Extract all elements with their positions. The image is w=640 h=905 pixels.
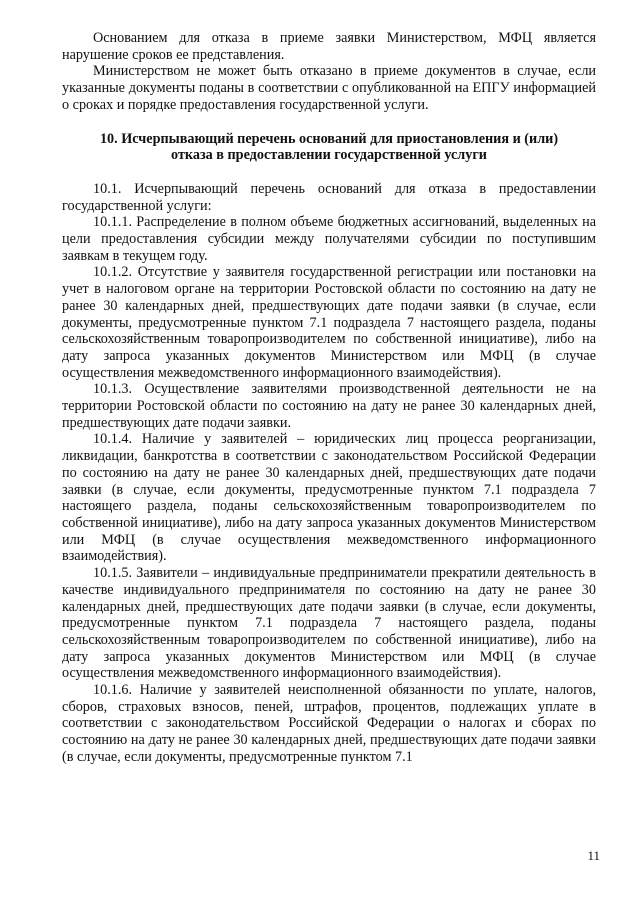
- paragraph-10-1-4: 10.1.4. Наличие у заявителей – юридических лиц процесса реорганизации, ликвидации, банкротства в соответствии с законодательством Российской Федерации по состоянию на дату не ранее 30 календарных дней, предшествующих дате подачи заявки (в случае, если документы, предусмотренные пунктом 7.1 подраздела 7 настоящего раздела, поданы сельскохозяйственным товаропроизводителем по собственной инициативе), либо на дату запроса указанных документов Министерством или МФЦ (в случае осуществления межведомственного информационного взаимодействия).: [62, 431, 596, 565]
- paragraph-10-1-2: 10.1.2. Отсутствие у заявителя государственной регистрации или постановки на учет в налоговом органе на территории Ростовской области по состоянию на дату не ранее 30 календарных дней, предшествующих дате подачи заявки (в случае, если документы, предусмотренные пунктом 7.1 подраздела 7 настоящего раздела, поданы сельскохозяйственным товаропроизводителем по собственной инициативе), либо на дату запроса указанных документов Министерством или МФЦ (в случае осуществления межведомственного информационного взаимодействия).: [62, 264, 596, 381]
- paragraph-10-1-5: 10.1.5. Заявители – индивидуальные предприниматели прекратили деятельность в качестве индивидуального предпринимателя по состоянию на дату не ранее 30 календарных дней, предшествующих дате подачи заявки (в случае, если документы, предусмотренные пунктом 7.1 подраздела 7 настоящего раздела, поданы сельскохозяйственным товаропроизводителем по собственной инициативе), либо на дату запроса указанных документов Министерством или МФЦ (в случае осуществления межведомственного информационного взаимодействия).: [62, 565, 596, 682]
- paragraph-no-refusal: Министерством не может быть отказано в приеме документов в случае, если указанные документы поданы в соответствии с опубликованной на ЕПГУ информацией о сроках и порядке предоставления государственной услуги.: [62, 63, 596, 113]
- paragraph-10-1-1: 10.1.1. Распределение в полном объеме бюджетных ассигнований, выделенных на цели предоставления субсидии между получателями субсидии по поступившим заявкам в текущем году.: [62, 214, 596, 264]
- paragraph-10-1-3: 10.1.3. Осуществление заявителями производственной деятельности не на территории Ростовской области по состоянию на дату не ранее 30 календарных дней, предшествующих дате подачи заявки.: [62, 381, 596, 431]
- paragraph-refusal-basis: Основанием для отказа в приеме заявки Министерством, МФЦ является нарушение сроков ее представления.: [62, 30, 596, 63]
- page-number: 11: [587, 848, 600, 863]
- document-body: [62, 30, 596, 766]
- section-heading-line-2: отказа в предоставлении государственной услуги: [171, 147, 487, 164]
- section-heading-line-1: 10. Исчерпывающий перечень оснований для приостановления и (или): [99, 130, 559, 147]
- section-heading: [62, 131, 596, 164]
- paragraph-10-1: 10.1. Исчерпывающий перечень оснований для отказа в предоставлении государственной услуги:: [62, 180, 596, 214]
- paragraph-10-1-6: 10.1.6. Наличие у заявителей неисполненной обязанности по уплате, налогов, сборов, страховых взносов, пеней, штрафов, процентов, подлежащих уплате в соответствии с законодательством Российской Федерации о налогах и сборах по состоянию на дату не ранее 30 календарных дней, предшествующих дате подачи заявки (в случае, если документы, предусмотренные пунктом 7.1: [62, 682, 596, 765]
